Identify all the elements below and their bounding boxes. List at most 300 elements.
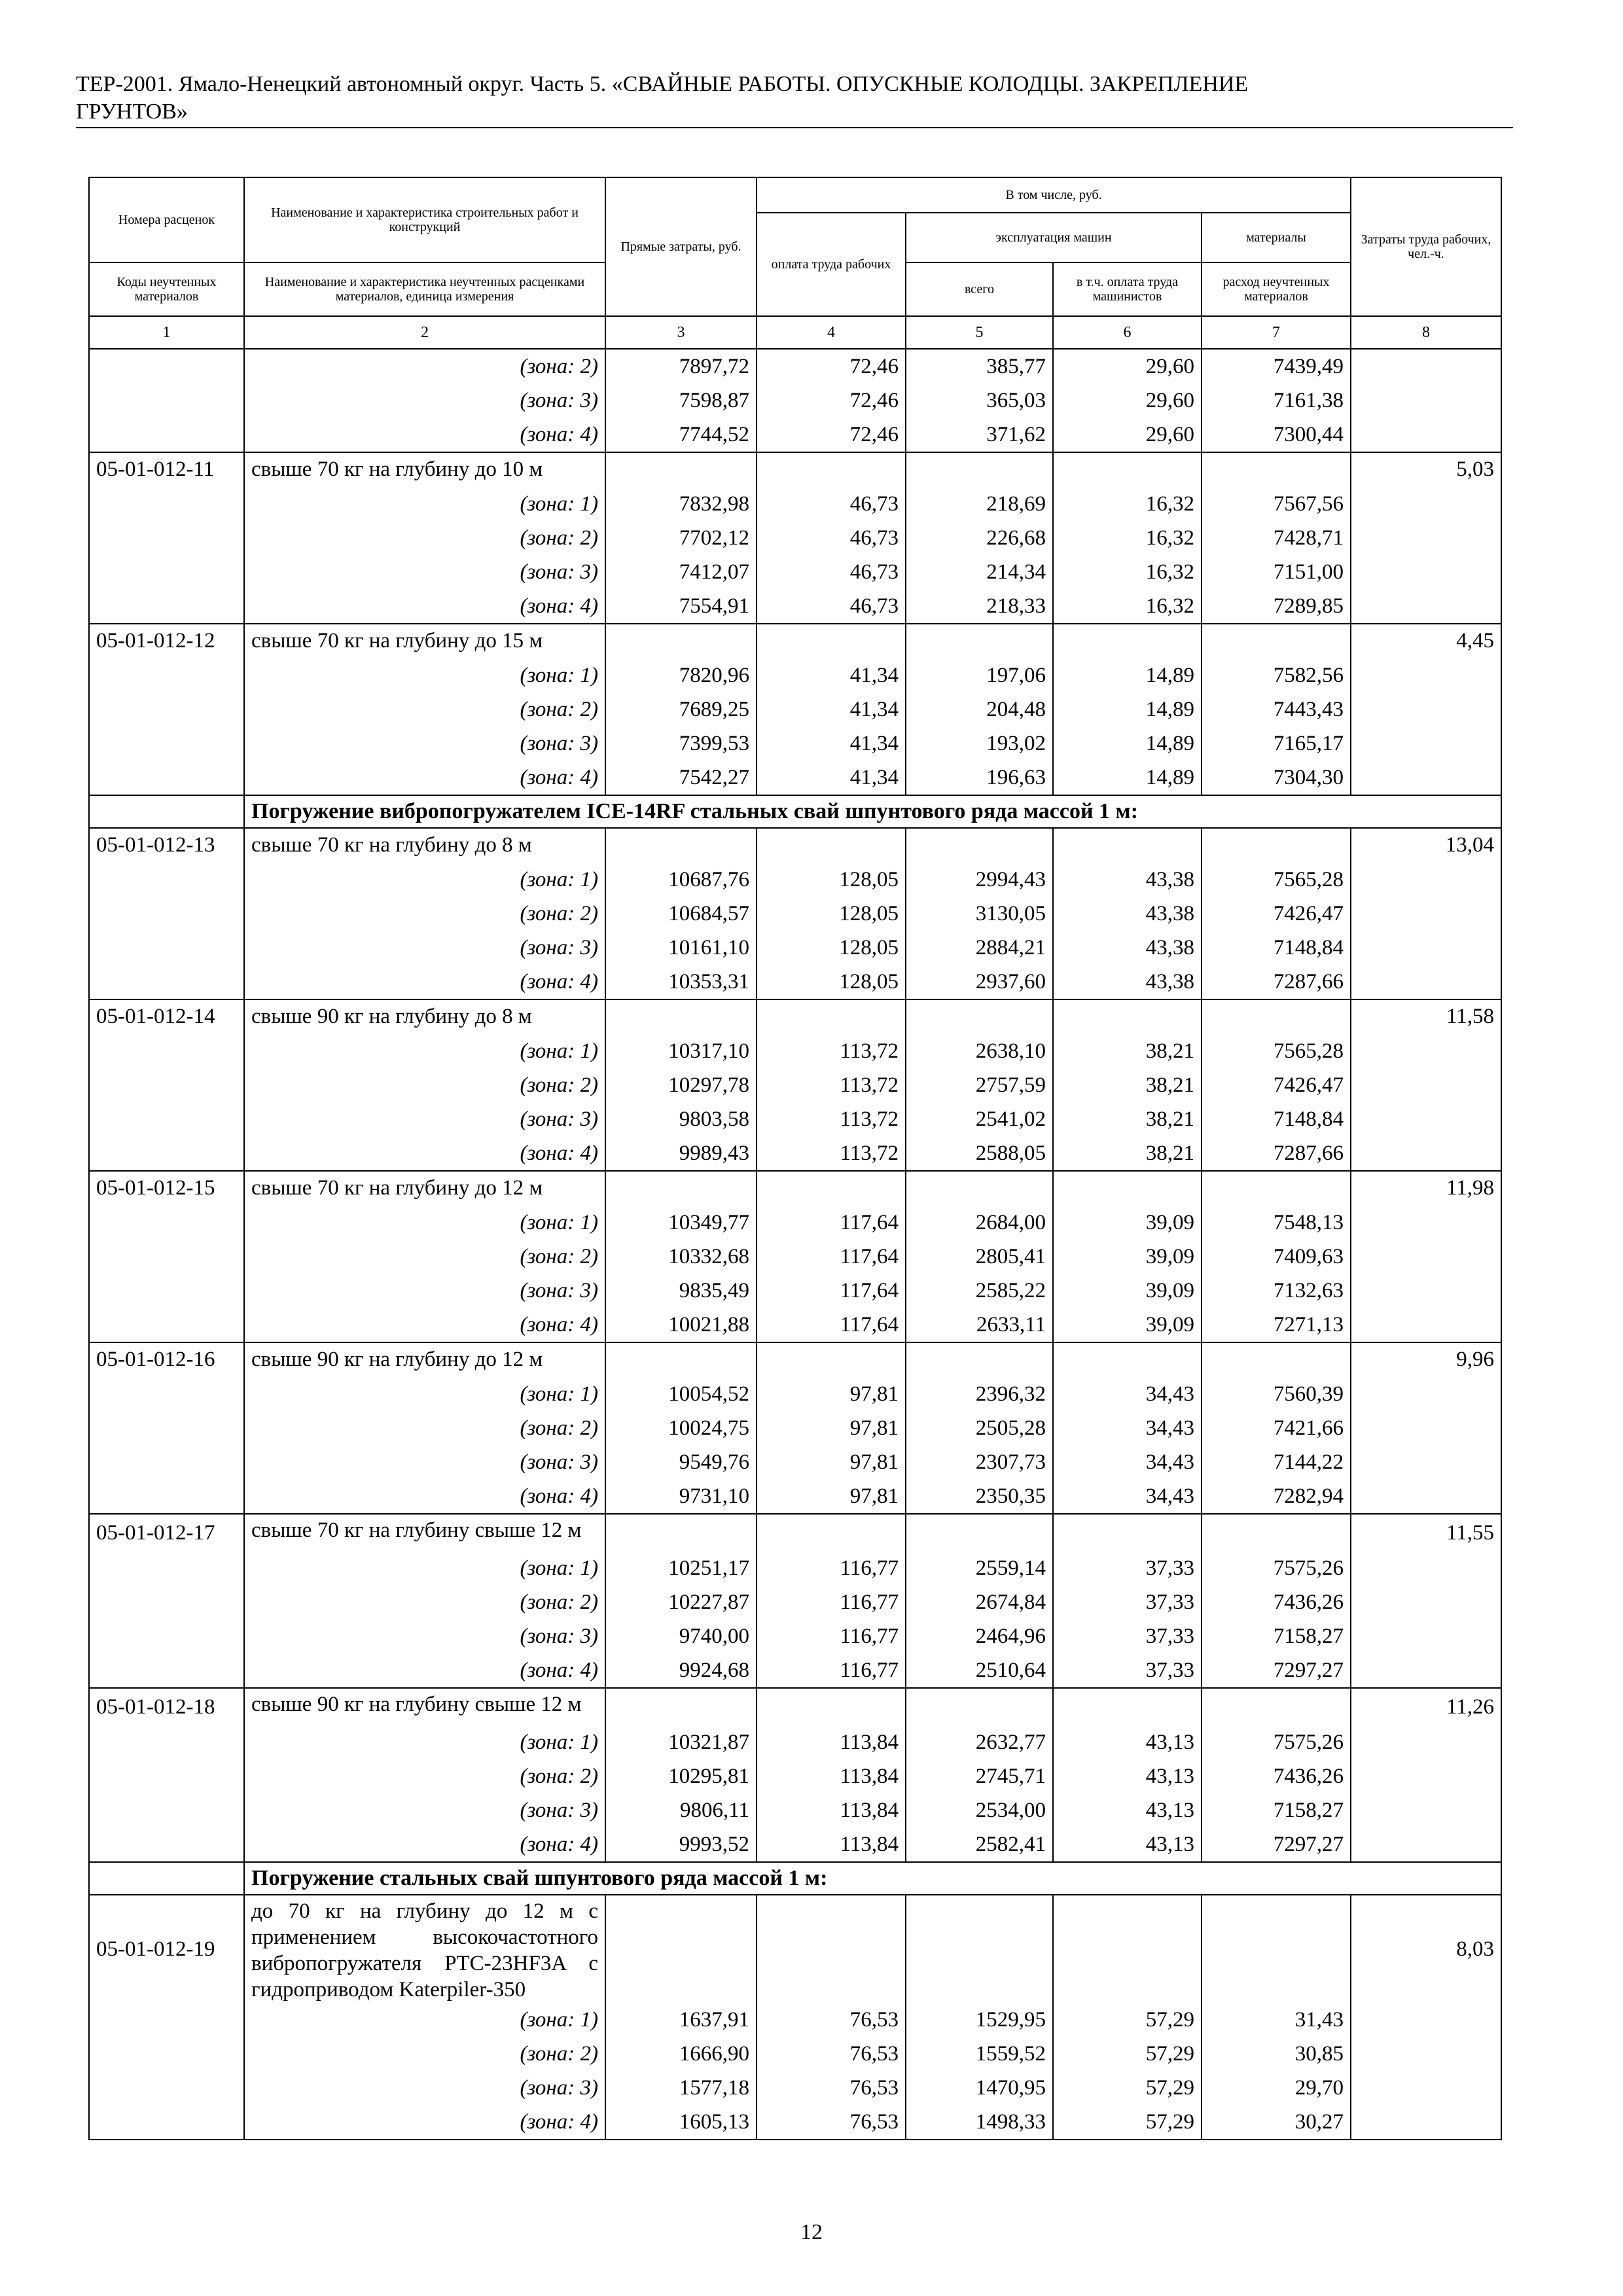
col-wages-header: оплата труда рабочих bbox=[757, 213, 906, 316]
table-head bbox=[89, 177, 1501, 349]
empty-cell bbox=[1351, 863, 1501, 897]
column-numbers-row bbox=[89, 316, 1501, 349]
direct-costs-value: 10353,31 bbox=[605, 965, 757, 999]
machinist-wages-value: 34,43 bbox=[1053, 1411, 1202, 1445]
wages-value: 46,73 bbox=[757, 555, 906, 589]
machinist-wages-value: 43,38 bbox=[1053, 897, 1202, 931]
wages-value: 113,84 bbox=[757, 1759, 906, 1793]
empty-cell bbox=[1351, 1240, 1501, 1274]
materials-value: 7575,26 bbox=[1202, 1551, 1351, 1585]
direct-costs-value: 1577,18 bbox=[605, 2071, 757, 2105]
empty-cell bbox=[906, 1514, 1053, 1551]
column-number: 3 bbox=[605, 316, 757, 349]
materials-value: 30,85 bbox=[1202, 2037, 1351, 2071]
zone-label: (зона: 2) bbox=[244, 1068, 605, 1102]
machinist-wages-value: 57,29 bbox=[1053, 2003, 1202, 2037]
zone-label: (зона: 3) bbox=[244, 384, 605, 418]
wages-value: 72,46 bbox=[757, 418, 906, 452]
zone-row bbox=[89, 761, 1501, 795]
zone-row bbox=[89, 1619, 1501, 1653]
direct-costs-value: 9731,10 bbox=[605, 1479, 757, 1514]
empty-cell bbox=[1351, 349, 1501, 384]
rate-header-row bbox=[89, 452, 1501, 487]
rate-header-row bbox=[89, 999, 1501, 1034]
column-number: 2 bbox=[244, 316, 605, 349]
empty-cell bbox=[1351, 1551, 1501, 1585]
empty-cell bbox=[605, 1688, 757, 1725]
empty-cell bbox=[1053, 1688, 1202, 1725]
machines-total-value: 2805,41 bbox=[906, 1240, 1053, 1274]
materials-value: 7565,28 bbox=[1202, 1034, 1351, 1068]
zone-label: (зона: 2) bbox=[244, 692, 605, 726]
zone-label: (зона: 4) bbox=[244, 965, 605, 999]
zone-label: (зона: 1) bbox=[244, 658, 605, 692]
machines-total-value: 2937,60 bbox=[906, 965, 1053, 999]
column-number: 5 bbox=[906, 316, 1053, 349]
materials-value: 7426,47 bbox=[1202, 1068, 1351, 1102]
machinist-wages-value: 43,13 bbox=[1053, 1793, 1202, 1827]
zone-label: (зона: 4) bbox=[244, 1308, 605, 1342]
wages-value: 113,84 bbox=[757, 1793, 906, 1827]
empty-cell bbox=[89, 863, 244, 897]
materials-value: 7582,56 bbox=[1202, 658, 1351, 692]
materials-value: 7426,47 bbox=[1202, 897, 1351, 931]
rate-code: 05-01-012-12 bbox=[89, 624, 244, 658]
empty-cell bbox=[1351, 1274, 1501, 1308]
column-number: 1 bbox=[89, 316, 244, 349]
machines-total-value: 2632,77 bbox=[906, 1725, 1053, 1759]
machines-total-value: 197,06 bbox=[906, 658, 1053, 692]
direct-costs-value: 10295,81 bbox=[605, 1759, 757, 1793]
empty-cell bbox=[906, 452, 1053, 487]
empty-cell bbox=[1351, 1206, 1501, 1240]
machinist-wages-value: 29,60 bbox=[1053, 384, 1202, 418]
empty-cell bbox=[757, 1514, 906, 1551]
zone-label: (зона: 1) bbox=[244, 487, 605, 521]
empty-cell bbox=[89, 1445, 244, 1479]
col-materials-codes-header: Коды неучтенных материалов bbox=[89, 262, 244, 316]
wages-value: 41,34 bbox=[757, 761, 906, 795]
empty-cell bbox=[1053, 999, 1202, 1034]
machines-total-value: 2510,64 bbox=[906, 1653, 1053, 1688]
empty-cell bbox=[89, 897, 244, 931]
zone-row bbox=[89, 1759, 1501, 1793]
rate-name: свыше 90 кг на глубину до 12 м bbox=[244, 1342, 605, 1377]
empty-cell bbox=[906, 828, 1053, 863]
empty-cell bbox=[1351, 2071, 1501, 2105]
machinist-wages-value: 14,89 bbox=[1053, 658, 1202, 692]
zone-label: (зона: 4) bbox=[244, 418, 605, 452]
empty-cell bbox=[1351, 897, 1501, 931]
materials-value: 31,43 bbox=[1202, 2003, 1351, 2037]
machines-total-value: 2884,21 bbox=[906, 931, 1053, 965]
section-row bbox=[89, 795, 1501, 828]
materials-value: 7548,13 bbox=[1202, 1206, 1351, 1240]
zone-row bbox=[89, 1308, 1501, 1342]
zone-row bbox=[89, 931, 1501, 965]
zone-label: (зона: 3) bbox=[244, 1445, 605, 1479]
labor-hours: 8,03 bbox=[1351, 1895, 1501, 2003]
materials-value: 7287,66 bbox=[1202, 1136, 1351, 1171]
empty-cell bbox=[89, 349, 244, 384]
empty-cell bbox=[89, 965, 244, 999]
machinist-wages-value: 43,38 bbox=[1053, 965, 1202, 999]
section-title: Погружение стальных свай шпунтового ряда массой 1 м: bbox=[244, 1862, 1501, 1895]
empty-cell bbox=[605, 999, 757, 1034]
machinist-wages-value: 38,21 bbox=[1053, 1136, 1202, 1171]
empty-cell bbox=[757, 999, 906, 1034]
empty-cell bbox=[906, 1342, 1053, 1377]
empty-cell bbox=[1351, 1759, 1501, 1793]
machines-total-value: 1529,95 bbox=[906, 2003, 1053, 2037]
empty-cell bbox=[89, 1827, 244, 1862]
machinist-wages-value: 34,43 bbox=[1053, 1479, 1202, 1514]
direct-costs-value: 9806,11 bbox=[605, 1793, 757, 1827]
zone-row bbox=[89, 1206, 1501, 1240]
materials-value: 7436,26 bbox=[1202, 1585, 1351, 1619]
machines-total-value: 226,68 bbox=[906, 521, 1053, 555]
zone-row bbox=[89, 1551, 1501, 1585]
materials-value: 7439,49 bbox=[1202, 349, 1351, 384]
machinist-wages-value: 38,21 bbox=[1053, 1102, 1202, 1136]
direct-costs-value: 7832,98 bbox=[605, 487, 757, 521]
machinist-wages-value: 39,09 bbox=[1053, 1240, 1202, 1274]
empty-cell bbox=[89, 1206, 244, 1240]
materials-value: 7271,13 bbox=[1202, 1308, 1351, 1342]
col-machinist-wages-header: в т.ч. оплата труда машинистов bbox=[1053, 262, 1202, 316]
direct-costs-value: 10332,68 bbox=[605, 1240, 757, 1274]
empty-cell bbox=[1202, 1895, 1351, 2003]
labor-hours: 11,58 bbox=[1351, 999, 1501, 1034]
empty-cell bbox=[89, 1240, 244, 1274]
wages-value: 116,77 bbox=[757, 1653, 906, 1688]
header-rule bbox=[76, 127, 1513, 128]
empty-cell bbox=[906, 1171, 1053, 1206]
machinist-wages-value: 37,33 bbox=[1053, 1653, 1202, 1688]
zone-label: (зона: 1) bbox=[244, 1377, 605, 1411]
header-line-1: ТЕР-2001. Ямало-Ненецкий автономный округ. Часть 5. «СВАЙНЫЕ РАБОТЫ. ОПУСКНЫЕ КОЛОДЦЫ. ЗАКРЕПЛЕНИЕ bbox=[76, 72, 1249, 96]
direct-costs-value: 7598,87 bbox=[605, 384, 757, 418]
machines-total-value: 2638,10 bbox=[906, 1034, 1053, 1068]
zone-label: (зона: 3) bbox=[244, 1793, 605, 1827]
materials-value: 7165,17 bbox=[1202, 726, 1351, 761]
empty-cell bbox=[1351, 692, 1501, 726]
empty-cell bbox=[1351, 2037, 1501, 2071]
col-material-consumption-header: расход неучтенных материалов bbox=[1202, 262, 1351, 316]
zone-row bbox=[89, 658, 1501, 692]
empty-cell bbox=[89, 1653, 244, 1688]
materials-value: 7304,30 bbox=[1202, 761, 1351, 795]
empty-cell bbox=[1202, 828, 1351, 863]
zone-label: (зона: 3) bbox=[244, 555, 605, 589]
rate-name: свыше 90 кг на глубину до 8 м bbox=[244, 999, 605, 1034]
direct-costs-value: 1605,13 bbox=[605, 2105, 757, 2140]
empty-cell bbox=[1053, 1171, 1202, 1206]
empty-cell bbox=[89, 1725, 244, 1759]
col-code-header: Номера расценок bbox=[89, 177, 244, 262]
labor-hours: 13,04 bbox=[1351, 828, 1501, 863]
rate-code: 05-01-012-16 bbox=[89, 1342, 244, 1377]
direct-costs-value: 10021,88 bbox=[605, 1308, 757, 1342]
zone-label: (зона: 3) bbox=[244, 1102, 605, 1136]
empty-cell bbox=[1351, 2003, 1501, 2037]
direct-costs-value: 10161,10 bbox=[605, 931, 757, 965]
wages-value: 41,34 bbox=[757, 692, 906, 726]
materials-value: 7158,27 bbox=[1202, 1619, 1351, 1653]
section-spacer bbox=[89, 795, 244, 828]
zone-row bbox=[89, 555, 1501, 589]
direct-costs-value: 10054,52 bbox=[605, 1377, 757, 1411]
empty-cell bbox=[89, 1102, 244, 1136]
empty-cell bbox=[1202, 452, 1351, 487]
zone-row bbox=[89, 1274, 1501, 1308]
empty-cell bbox=[1351, 1725, 1501, 1759]
zone-row bbox=[89, 1377, 1501, 1411]
empty-cell bbox=[605, 624, 757, 658]
materials-value: 7443,43 bbox=[1202, 692, 1351, 726]
zone-row bbox=[89, 863, 1501, 897]
empty-cell bbox=[1351, 487, 1501, 521]
machinist-wages-value: 39,09 bbox=[1053, 1308, 1202, 1342]
empty-cell bbox=[757, 828, 906, 863]
materials-value: 29,70 bbox=[1202, 2071, 1351, 2105]
wages-value: 76,53 bbox=[757, 2105, 906, 2140]
zone-row bbox=[89, 1725, 1501, 1759]
rate-code: 05-01-012-17 bbox=[89, 1514, 244, 1551]
direct-costs-value: 7702,12 bbox=[605, 521, 757, 555]
machinist-wages-value: 14,89 bbox=[1053, 726, 1202, 761]
empty-cell bbox=[1351, 965, 1501, 999]
empty-cell bbox=[1351, 1793, 1501, 1827]
empty-cell bbox=[89, 555, 244, 589]
wages-value: 46,73 bbox=[757, 487, 906, 521]
zone-label: (зона: 4) bbox=[244, 1136, 605, 1171]
zone-row bbox=[89, 726, 1501, 761]
direct-costs-value: 7554,91 bbox=[605, 589, 757, 624]
zone-row bbox=[89, 1479, 1501, 1514]
direct-costs-value: 7897,72 bbox=[605, 349, 757, 384]
empty-cell bbox=[1202, 999, 1351, 1034]
zone-row bbox=[89, 1068, 1501, 1102]
direct-costs-value: 10251,17 bbox=[605, 1551, 757, 1585]
empty-cell bbox=[1053, 624, 1202, 658]
machines-total-value: 385,77 bbox=[906, 349, 1053, 384]
wages-value: 97,81 bbox=[757, 1445, 906, 1479]
rate-name: свыше 70 кг на глубину до 12 м bbox=[244, 1171, 605, 1206]
wages-value: 128,05 bbox=[757, 931, 906, 965]
machinist-wages-value: 37,33 bbox=[1053, 1619, 1202, 1653]
rate-name: свыше 70 кг на глубину свыше 12 м bbox=[244, 1514, 605, 1551]
empty-cell bbox=[1351, 1308, 1501, 1342]
zone-label: (зона: 3) bbox=[244, 931, 605, 965]
machinist-wages-value: 29,60 bbox=[1053, 418, 1202, 452]
wages-value: 113,72 bbox=[757, 1102, 906, 1136]
section-spacer bbox=[89, 1862, 244, 1895]
machinist-wages-value: 38,21 bbox=[1053, 1068, 1202, 1102]
empty-cell bbox=[89, 658, 244, 692]
machinist-wages-value: 34,43 bbox=[1053, 1377, 1202, 1411]
machinist-wages-value: 43,13 bbox=[1053, 1725, 1202, 1759]
machines-total-value: 2585,22 bbox=[906, 1274, 1053, 1308]
empty-cell bbox=[1202, 1171, 1351, 1206]
rate-header-row bbox=[89, 1895, 1501, 2003]
empty-cell bbox=[89, 1585, 244, 1619]
col-materials-names-header: Наименование и характеристика неучтенных расценками материалов, единица измерения bbox=[244, 262, 605, 316]
direct-costs-value: 7689,25 bbox=[605, 692, 757, 726]
materials-value: 7148,84 bbox=[1202, 931, 1351, 965]
wages-value: 113,84 bbox=[757, 1725, 906, 1759]
machinist-wages-value: 43,38 bbox=[1053, 931, 1202, 965]
rate-header-row bbox=[89, 1688, 1501, 1725]
materials-value: 7409,63 bbox=[1202, 1240, 1351, 1274]
col-direct-costs-header: Прямые затраты, руб. bbox=[605, 177, 757, 316]
machines-total-value: 2307,73 bbox=[906, 1445, 1053, 1479]
wages-value: 128,05 bbox=[757, 965, 906, 999]
machinist-wages-value: 16,32 bbox=[1053, 555, 1202, 589]
machines-total-value: 2674,84 bbox=[906, 1585, 1053, 1619]
materials-value: 30,27 bbox=[1202, 2105, 1351, 2140]
materials-value: 7297,27 bbox=[1202, 1653, 1351, 1688]
rate-header-row bbox=[89, 1514, 1501, 1551]
wages-value: 117,64 bbox=[757, 1308, 906, 1342]
rate-code: 05-01-012-14 bbox=[89, 999, 244, 1034]
empty-cell bbox=[89, 487, 244, 521]
empty-cell bbox=[906, 624, 1053, 658]
empty-cell bbox=[757, 1171, 906, 1206]
direct-costs-value: 9803,58 bbox=[605, 1102, 757, 1136]
materials-value: 7132,63 bbox=[1202, 1274, 1351, 1308]
direct-costs-value: 9549,76 bbox=[605, 1445, 757, 1479]
direct-costs-value: 7744,52 bbox=[605, 418, 757, 452]
machines-total-value: 2350,35 bbox=[906, 1479, 1053, 1514]
zone-row bbox=[89, 521, 1501, 555]
zone-label: (зона: 2) bbox=[244, 349, 605, 384]
labor-hours: 11,26 bbox=[1351, 1688, 1501, 1725]
direct-costs-value: 9924,68 bbox=[605, 1653, 757, 1688]
materials-value: 7560,39 bbox=[1202, 1377, 1351, 1411]
materials-value: 7144,22 bbox=[1202, 1445, 1351, 1479]
zone-label: (зона: 2) bbox=[244, 2037, 605, 2071]
machinist-wages-value: 14,89 bbox=[1053, 761, 1202, 795]
machinist-wages-value: 16,32 bbox=[1053, 521, 1202, 555]
machines-total-value: 371,62 bbox=[906, 418, 1053, 452]
machinist-wages-value: 29,60 bbox=[1053, 349, 1202, 384]
empty-cell bbox=[1351, 1102, 1501, 1136]
labor-hours: 4,45 bbox=[1351, 624, 1501, 658]
wages-value: 117,64 bbox=[757, 1274, 906, 1308]
empty-cell bbox=[1351, 589, 1501, 624]
empty-cell bbox=[1053, 1342, 1202, 1377]
col-machines-total-header: всего bbox=[906, 262, 1053, 316]
materials-value: 7282,94 bbox=[1202, 1479, 1351, 1514]
direct-costs-value: 7820,96 bbox=[605, 658, 757, 692]
zone-label: (зона: 1) bbox=[244, 2003, 605, 2037]
direct-costs-value: 9993,52 bbox=[605, 1827, 757, 1862]
zone-row bbox=[89, 2037, 1501, 2071]
zone-label: (зона: 4) bbox=[244, 1479, 605, 1514]
direct-costs-value: 9835,49 bbox=[605, 1274, 757, 1308]
labor-hours: 5,03 bbox=[1351, 452, 1501, 487]
direct-costs-value: 9989,43 bbox=[605, 1136, 757, 1171]
zone-label: (зона: 2) bbox=[244, 1240, 605, 1274]
rate-name: до 70 кг на глубину до 12 м с применением высокочастотного вибропогружателя PTC-23HF3A с гидроприводом Katerpiler-350 bbox=[244, 1895, 605, 2003]
wages-value: 41,34 bbox=[757, 658, 906, 692]
empty-cell bbox=[1351, 1619, 1501, 1653]
zone-label: (зона: 2) bbox=[244, 1759, 605, 1793]
page-header bbox=[76, 71, 1513, 126]
direct-costs-value: 9740,00 bbox=[605, 1619, 757, 1653]
empty-cell bbox=[1351, 1377, 1501, 1411]
empty-cell bbox=[1351, 1479, 1501, 1514]
empty-cell bbox=[89, 2105, 244, 2140]
machines-total-value: 2633,11 bbox=[906, 1308, 1053, 1342]
zone-label: (зона: 1) bbox=[244, 1551, 605, 1585]
rate-name: свыше 70 кг на глубину до 10 м bbox=[244, 452, 605, 487]
rate-code: 05-01-012-11 bbox=[89, 452, 244, 487]
empty-cell bbox=[89, 1274, 244, 1308]
wages-value: 76,53 bbox=[757, 2003, 906, 2037]
rate-name: свыше 90 кг на глубину свыше 12 м bbox=[244, 1688, 605, 1725]
machines-total-value: 218,33 bbox=[906, 589, 1053, 624]
wages-value: 72,46 bbox=[757, 384, 906, 418]
machines-total-value: 2684,00 bbox=[906, 1206, 1053, 1240]
empty-cell bbox=[89, 726, 244, 761]
zone-label: (зона: 3) bbox=[244, 1619, 605, 1653]
materials-value: 7575,26 bbox=[1202, 1725, 1351, 1759]
empty-cell bbox=[89, 1551, 244, 1585]
empty-cell bbox=[89, 1068, 244, 1102]
empty-cell bbox=[1351, 418, 1501, 452]
empty-cell bbox=[605, 1895, 757, 2003]
zone-label: (зона: 1) bbox=[244, 1725, 605, 1759]
materials-value: 7297,27 bbox=[1202, 1827, 1351, 1862]
zone-row bbox=[89, 1445, 1501, 1479]
machines-total-value: 196,63 bbox=[906, 761, 1053, 795]
wages-value: 41,34 bbox=[757, 726, 906, 761]
direct-costs-value: 1637,91 bbox=[605, 2003, 757, 2037]
zone-row bbox=[89, 418, 1501, 452]
wages-value: 117,64 bbox=[757, 1206, 906, 1240]
empty-cell bbox=[1351, 1827, 1501, 1862]
machines-total-value: 2541,02 bbox=[906, 1102, 1053, 1136]
empty-cell bbox=[1351, 1653, 1501, 1688]
materials-value: 7289,85 bbox=[1202, 589, 1351, 624]
rate-name: свыше 70 кг на глубину до 15 м bbox=[244, 624, 605, 658]
rate-header-row bbox=[89, 828, 1501, 863]
section-title: Погружение вибропогружателем ICE-14RF стальных свай шпунтового ряда массой 1 м: bbox=[244, 795, 1501, 828]
zone-label: (зона: 4) bbox=[244, 1827, 605, 1862]
machines-total-value: 2745,71 bbox=[906, 1759, 1053, 1793]
machines-total-value: 2588,05 bbox=[906, 1136, 1053, 1171]
wages-value: 72,46 bbox=[757, 349, 906, 384]
empty-cell bbox=[1351, 1585, 1501, 1619]
materials-value: 7158,27 bbox=[1202, 1793, 1351, 1827]
zone-row bbox=[89, 349, 1501, 384]
wages-value: 46,73 bbox=[757, 521, 906, 555]
machinist-wages-value: 57,29 bbox=[1053, 2037, 1202, 2071]
materials-value: 7567,56 bbox=[1202, 487, 1351, 521]
materials-value: 7300,44 bbox=[1202, 418, 1351, 452]
empty-cell bbox=[1351, 1068, 1501, 1102]
empty-cell bbox=[1202, 1688, 1351, 1725]
empty-cell bbox=[1202, 624, 1351, 658]
zone-label: (зона: 2) bbox=[244, 897, 605, 931]
wages-value: 113,72 bbox=[757, 1068, 906, 1102]
materials-value: 7287,66 bbox=[1202, 965, 1351, 999]
labor-hours: 11,98 bbox=[1351, 1171, 1501, 1206]
direct-costs-value: 10321,87 bbox=[605, 1725, 757, 1759]
materials-value: 7428,71 bbox=[1202, 521, 1351, 555]
